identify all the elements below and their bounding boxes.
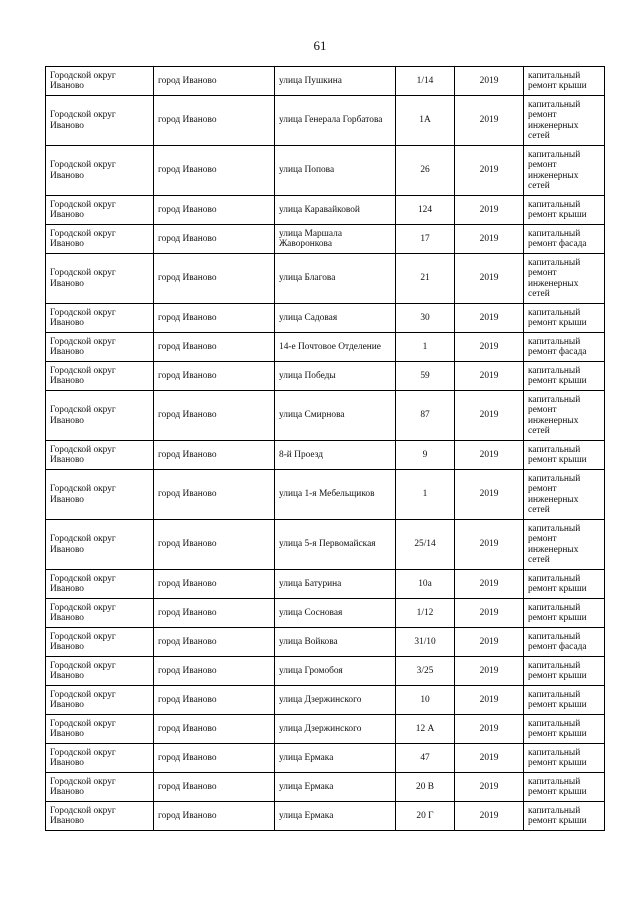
table-row [46, 391, 605, 441]
city-cell: город Иваново [154, 570, 275, 599]
okrug-cell: Городской округ Иваново [46, 96, 154, 146]
year-cell: 2019 [455, 773, 524, 802]
street-cell: улица Батурина [275, 570, 396, 599]
work-type-cell: капитальный ремонт инженерных сетей [524, 254, 605, 304]
street-cell: улица Громобоя [275, 657, 396, 686]
work-type-cell: капитальный ремонт крыши [524, 570, 605, 599]
house-number-cell: 1 [396, 470, 455, 520]
year-cell: 2019 [455, 570, 524, 599]
city-cell: город Иваново [154, 96, 275, 146]
okrug-cell: Городской округ Иваново [46, 254, 154, 304]
table-row [46, 744, 605, 773]
house-number-cell: 3/25 [396, 657, 455, 686]
table-row [46, 657, 605, 686]
city-cell: город Иваново [154, 599, 275, 628]
work-type-cell: капитальный ремонт инженерных сетей [524, 391, 605, 441]
street-cell: улица Попова [275, 146, 396, 196]
city-cell: город Иваново [154, 362, 275, 391]
city-cell: город Иваново [154, 225, 275, 254]
house-number-cell: 124 [396, 196, 455, 225]
street-cell: улица Войкова [275, 628, 396, 657]
house-number-cell: 20 В [396, 773, 455, 802]
work-type-cell: капитальный ремонт фасада [524, 628, 605, 657]
table-row [46, 304, 605, 333]
work-type-cell: капитальный ремонт крыши [524, 802, 605, 831]
okrug-cell: Городской округ Иваново [46, 304, 154, 333]
work-type-cell: капитальный ремонт крыши [524, 67, 605, 96]
city-cell: город Иваново [154, 146, 275, 196]
okrug-cell: Городской округ Иваново [46, 196, 154, 225]
street-cell: улица Победы [275, 362, 396, 391]
year-cell: 2019 [455, 333, 524, 362]
work-type-cell: капитальный ремонт крыши [524, 304, 605, 333]
street-cell: улица Ермака [275, 773, 396, 802]
house-number-cell: 20 Г [396, 802, 455, 831]
street-cell: улица 1-я Мебельщиков [275, 470, 396, 520]
year-cell: 2019 [455, 67, 524, 96]
city-cell: город Иваново [154, 628, 275, 657]
city-cell: город Иваново [154, 254, 275, 304]
city-cell: город Иваново [154, 304, 275, 333]
street-cell: улица Генерала Горбатова [275, 96, 396, 146]
okrug-cell: Городской округ Иваново [46, 146, 154, 196]
table-row [46, 715, 605, 744]
okrug-cell: Городской округ Иваново [46, 333, 154, 362]
table-row [46, 599, 605, 628]
street-cell: 14-е Почтовое Отделение [275, 333, 396, 362]
year-cell: 2019 [455, 628, 524, 657]
okrug-cell: Городской округ Иваново [46, 773, 154, 802]
okrug-cell: Городской округ Иваново [46, 225, 154, 254]
city-cell: город Иваново [154, 196, 275, 225]
city-cell: город Иваново [154, 744, 275, 773]
street-cell: улица Ермака [275, 802, 396, 831]
street-cell: улица Каравайковой [275, 196, 396, 225]
work-type-cell: капитальный ремонт крыши [524, 773, 605, 802]
city-cell: город Иваново [154, 333, 275, 362]
house-number-cell: 59 [396, 362, 455, 391]
year-cell: 2019 [455, 362, 524, 391]
year-cell: 2019 [455, 196, 524, 225]
house-number-cell: 1/12 [396, 599, 455, 628]
house-number-cell: 9 [396, 441, 455, 470]
street-cell: улица Садовая [275, 304, 396, 333]
table-row [46, 441, 605, 470]
house-number-cell: 21 [396, 254, 455, 304]
okrug-cell: Городской округ Иваново [46, 570, 154, 599]
year-cell: 2019 [455, 146, 524, 196]
work-type-cell: капитальный ремонт крыши [524, 686, 605, 715]
house-number-cell: 1/14 [396, 67, 455, 96]
house-number-cell: 30 [396, 304, 455, 333]
work-type-cell: капитальный ремонт инженерных сетей [524, 96, 605, 146]
year-cell: 2019 [455, 520, 524, 570]
street-cell: улица Дзержинского [275, 686, 396, 715]
city-cell: город Иваново [154, 686, 275, 715]
year-cell: 2019 [455, 470, 524, 520]
work-type-cell: капитальный ремонт фасада [524, 333, 605, 362]
okrug-cell: Городской округ Иваново [46, 470, 154, 520]
city-cell: город Иваново [154, 520, 275, 570]
okrug-cell: Городской округ Иваново [46, 441, 154, 470]
street-cell: улица Сосновая [275, 599, 396, 628]
house-number-cell: 87 [396, 391, 455, 441]
table-row [46, 520, 605, 570]
street-cell: улица Маршала Жаворонкова [275, 225, 396, 254]
year-cell: 2019 [455, 686, 524, 715]
city-cell: город Иваново [154, 802, 275, 831]
table-row [46, 570, 605, 599]
okrug-cell: Городской округ Иваново [46, 686, 154, 715]
work-type-cell: капитальный ремонт инженерных сетей [524, 146, 605, 196]
city-cell: город Иваново [154, 391, 275, 441]
okrug-cell: Городской округ Иваново [46, 715, 154, 744]
house-number-cell: 10а [396, 570, 455, 599]
okrug-cell: Городской округ Иваново [46, 628, 154, 657]
table-row [46, 802, 605, 831]
okrug-cell: Городской округ Иваново [46, 391, 154, 441]
street-cell: улица Дзержинского [275, 715, 396, 744]
work-type-cell: капитальный ремонт крыши [524, 441, 605, 470]
table-row [46, 470, 605, 520]
street-cell: улица Ермака [275, 744, 396, 773]
city-cell: город Иваново [154, 715, 275, 744]
street-cell: улица Пушкина [275, 67, 396, 96]
work-type-cell: капитальный ремонт крыши [524, 599, 605, 628]
year-cell: 2019 [455, 715, 524, 744]
okrug-cell: Городской округ Иваново [46, 657, 154, 686]
year-cell: 2019 [455, 254, 524, 304]
okrug-cell: Городской округ Иваново [46, 802, 154, 831]
house-number-cell: 25/14 [396, 520, 455, 570]
city-cell: город Иваново [154, 773, 275, 802]
city-cell: город Иваново [154, 470, 275, 520]
okrug-cell: Городской округ Иваново [46, 362, 154, 391]
work-type-cell: капитальный ремонт инженерных сетей [524, 520, 605, 570]
work-type-cell: капитальный ремонт инженерных сетей [524, 470, 605, 520]
work-type-cell: капитальный ремонт крыши [524, 362, 605, 391]
year-cell: 2019 [455, 657, 524, 686]
house-number-cell: 31/10 [396, 628, 455, 657]
house-number-cell: 17 [396, 225, 455, 254]
year-cell: 2019 [455, 391, 524, 441]
year-cell: 2019 [455, 96, 524, 146]
table-row [46, 254, 605, 304]
work-type-cell: капитальный ремонт крыши [524, 715, 605, 744]
year-cell: 2019 [455, 802, 524, 831]
city-cell: город Иваново [154, 441, 275, 470]
house-number-cell: 47 [396, 744, 455, 773]
year-cell: 2019 [455, 225, 524, 254]
city-cell: город Иваново [154, 657, 275, 686]
table-row [46, 67, 605, 96]
year-cell: 2019 [455, 599, 524, 628]
table-row [46, 96, 605, 146]
okrug-cell: Городской округ Иваново [46, 599, 154, 628]
street-cell: улица Благова [275, 254, 396, 304]
house-number-cell: 1А [396, 96, 455, 146]
table-row [46, 196, 605, 225]
table-row [46, 686, 605, 715]
house-number-cell: 10 [396, 686, 455, 715]
okrug-cell: Городской округ Иваново [46, 744, 154, 773]
year-cell: 2019 [455, 441, 524, 470]
work-type-cell: капитальный ремонт фасада [524, 225, 605, 254]
city-cell: город Иваново [154, 67, 275, 96]
okrug-cell: Городской округ Иваново [46, 67, 154, 96]
house-number-cell: 12 А [396, 715, 455, 744]
house-number-cell: 1 [396, 333, 455, 362]
housing-repair-table [45, 66, 605, 831]
street-cell: улица 5-я Первомайская [275, 520, 396, 570]
table-row [46, 225, 605, 254]
table-row [46, 362, 605, 391]
work-type-cell: капитальный ремонт крыши [524, 657, 605, 686]
year-cell: 2019 [455, 744, 524, 773]
page-number: 61 [313, 38, 327, 53]
year-cell: 2019 [455, 304, 524, 333]
street-cell: 8-й Проезд [275, 441, 396, 470]
house-number-cell: 26 [396, 146, 455, 196]
street-cell: улица Смирнова [275, 391, 396, 441]
table-row [46, 773, 605, 802]
work-type-cell: капитальный ремонт крыши [524, 196, 605, 225]
table-row [46, 628, 605, 657]
okrug-cell: Городской округ Иваново [46, 520, 154, 570]
work-type-cell: капитальный ремонт крыши [524, 744, 605, 773]
table-row [46, 146, 605, 196]
table-row [46, 333, 605, 362]
